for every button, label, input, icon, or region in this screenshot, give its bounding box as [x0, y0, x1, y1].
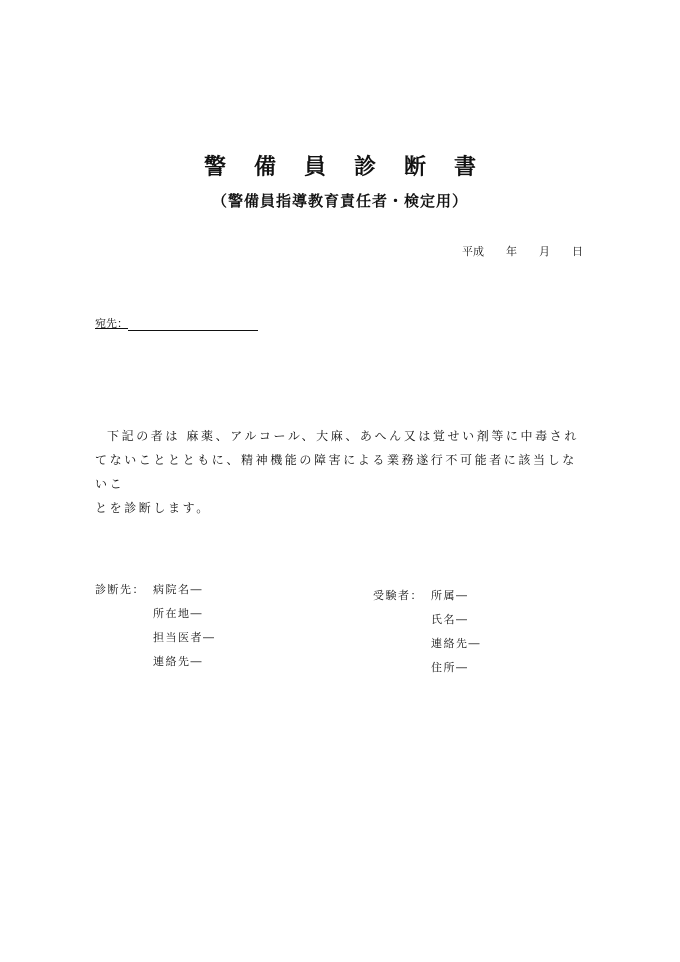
examinee-block — [373, 584, 481, 680]
document-subtitle: （警備員指導教育責任者・検定用） — [211, 192, 468, 210]
addressee-blank — [128, 318, 258, 331]
examinee-field-address: 住所― — [431, 661, 469, 674]
statement-line-1: 下記の者は 麻薬、アルコール、大麻、あへん又は覚せい剤等に中毒され — [107, 429, 579, 443]
date-month: 月 — [539, 245, 550, 258]
examinee-label: 受験者： — [373, 589, 423, 602]
date-era: 平成 — [462, 245, 484, 258]
clinic-field-address: 所在地― — [153, 607, 203, 620]
statement-line-2: てないこととともに、精神機能の障害による業務遂行不可能者に該当しないこ — [95, 453, 577, 491]
clinic-field-doctor: 担当医者― — [153, 631, 216, 644]
clinic-field-hospital: 病院名― — [153, 583, 203, 596]
date-day: 日 — [572, 245, 583, 258]
examinee-field-contact: 連絡先― — [431, 637, 481, 650]
clinic-block — [95, 578, 216, 674]
date-line — [462, 243, 583, 259]
document-title: 警備員診断書 — [203, 155, 504, 180]
statement-line-3: とを診断します。 — [95, 501, 211, 515]
examinee-field-name: 氏名― — [431, 613, 469, 626]
clinic-label: 診断先： — [95, 583, 145, 596]
date-year: 年 — [506, 245, 517, 258]
examinee-field-affiliation: 所属― — [431, 589, 469, 602]
clinic-field-contact: 連絡先― — [153, 655, 203, 668]
addressee-label: 宛先： — [95, 317, 128, 330]
diagnosis-statement — [95, 424, 587, 520]
addressee-line — [95, 315, 258, 331]
